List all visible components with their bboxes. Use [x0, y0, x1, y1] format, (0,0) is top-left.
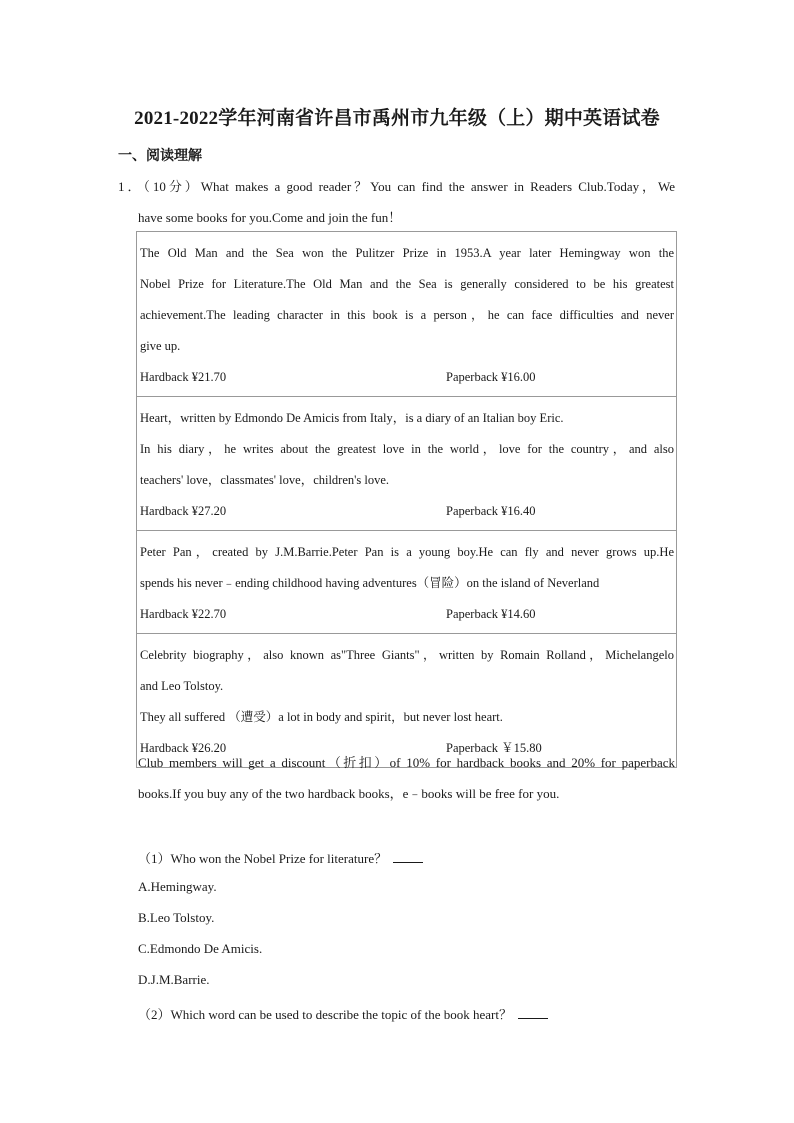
question-2-stem — [138, 1004, 548, 1023]
book-cell — [137, 531, 676, 634]
hardback-price: Hardback ¥22.70 — [140, 607, 227, 621]
book-text-line: The Old Man and the Sea won the Pulitzer Prize in 1953.A year later Hemingway won the — [140, 246, 674, 260]
question-intro-line-2: have some books for you.Come and join the fun！ — [138, 210, 402, 225]
book-text-line: They all suffered （遭受）a lot in body and spirit，but never lost heart. — [140, 710, 503, 724]
paperback-price: Paperback ￥15.80 — [446, 741, 542, 755]
price-row — [140, 496, 674, 527]
answer-blank[interactable] — [518, 1006, 548, 1019]
book-text-line: and Leo Tolstoy. — [140, 679, 224, 693]
book-cell — [137, 232, 676, 397]
option-b: B.Leo Tolstoy. — [138, 910, 215, 925]
option-c: C.Edmondo De Amicis. — [138, 941, 263, 956]
paperback-price: Paperback ¥14.60 — [446, 607, 536, 621]
section-heading: 一、阅读理解 — [118, 149, 202, 164]
book-text-line: Heart，written by Edmondo De Amicis from Italy，is a diary of an Italian boy Eric. — [140, 411, 564, 425]
option-d: D.J.M.Barrie. — [138, 972, 210, 987]
exam-title: 2021-2022学年河南省许昌市禹州市九年级（上）期中英语试卷 — [134, 108, 660, 129]
discount-line-2: books.If you buy any of the two hardback books，e﹣books will be free for you. — [138, 786, 560, 801]
book-text-line: achievement.The leading character in this book is a person，he can face difficulties and never — [140, 308, 674, 322]
book-text-line: give up. — [140, 339, 181, 353]
book-text-line: Peter Pan，created by J.M.Barrie.Peter Pan is a young boy.He can fly and never grows up.He — [140, 545, 674, 559]
price-row — [140, 362, 674, 393]
question-1-stem — [138, 848, 423, 867]
discount-text — [138, 747, 675, 809]
paperback-price: Paperback ¥16.40 — [446, 504, 536, 518]
book-text-line: Nobel Prize for Literature.The Old Man and the Sea is generally considered to be his greatest — [140, 277, 674, 291]
price-row — [140, 599, 674, 630]
question-1-text: （1）Who won the Nobel Prize for literature？ — [138, 851, 388, 866]
book-text-line: Celebrity biography，also known as"Three Giants"，written by Romain Rolland，Michelangelo — [140, 648, 674, 662]
books-table — [136, 231, 677, 768]
book-cell — [137, 397, 676, 531]
book-text-line: spends his never﹣ending childhood having adventures（冒险）on the island of Neverland — [140, 576, 600, 590]
hardback-price: Hardback ¥26.20 — [140, 741, 227, 755]
hardback-price: Hardback ¥27.20 — [140, 504, 227, 518]
hardback-price: Hardback ¥21.70 — [140, 370, 227, 384]
book-text-line: teachers' love，classmates' love，children's love. — [140, 473, 390, 487]
discount-line-1: Club members will get a discount（折扣）of 10% for hardback books and 20% for paperback — [138, 755, 675, 770]
question-intro-line-1: 1．（10分）What makes a good reader？You can find the answer in Readers Club.Today，We — [118, 179, 675, 194]
question-2-text: （2）Which word can be used to describe the topic of the book heart？ — [138, 1007, 512, 1022]
answer-blank[interactable] — [393, 850, 423, 863]
book-text-line: In his diary，he writes about the greatest love in the world，love for the country，and also — [140, 442, 674, 456]
paperback-price: Paperback ¥16.00 — [446, 370, 536, 384]
option-a: A.Hemingway. — [138, 879, 217, 894]
